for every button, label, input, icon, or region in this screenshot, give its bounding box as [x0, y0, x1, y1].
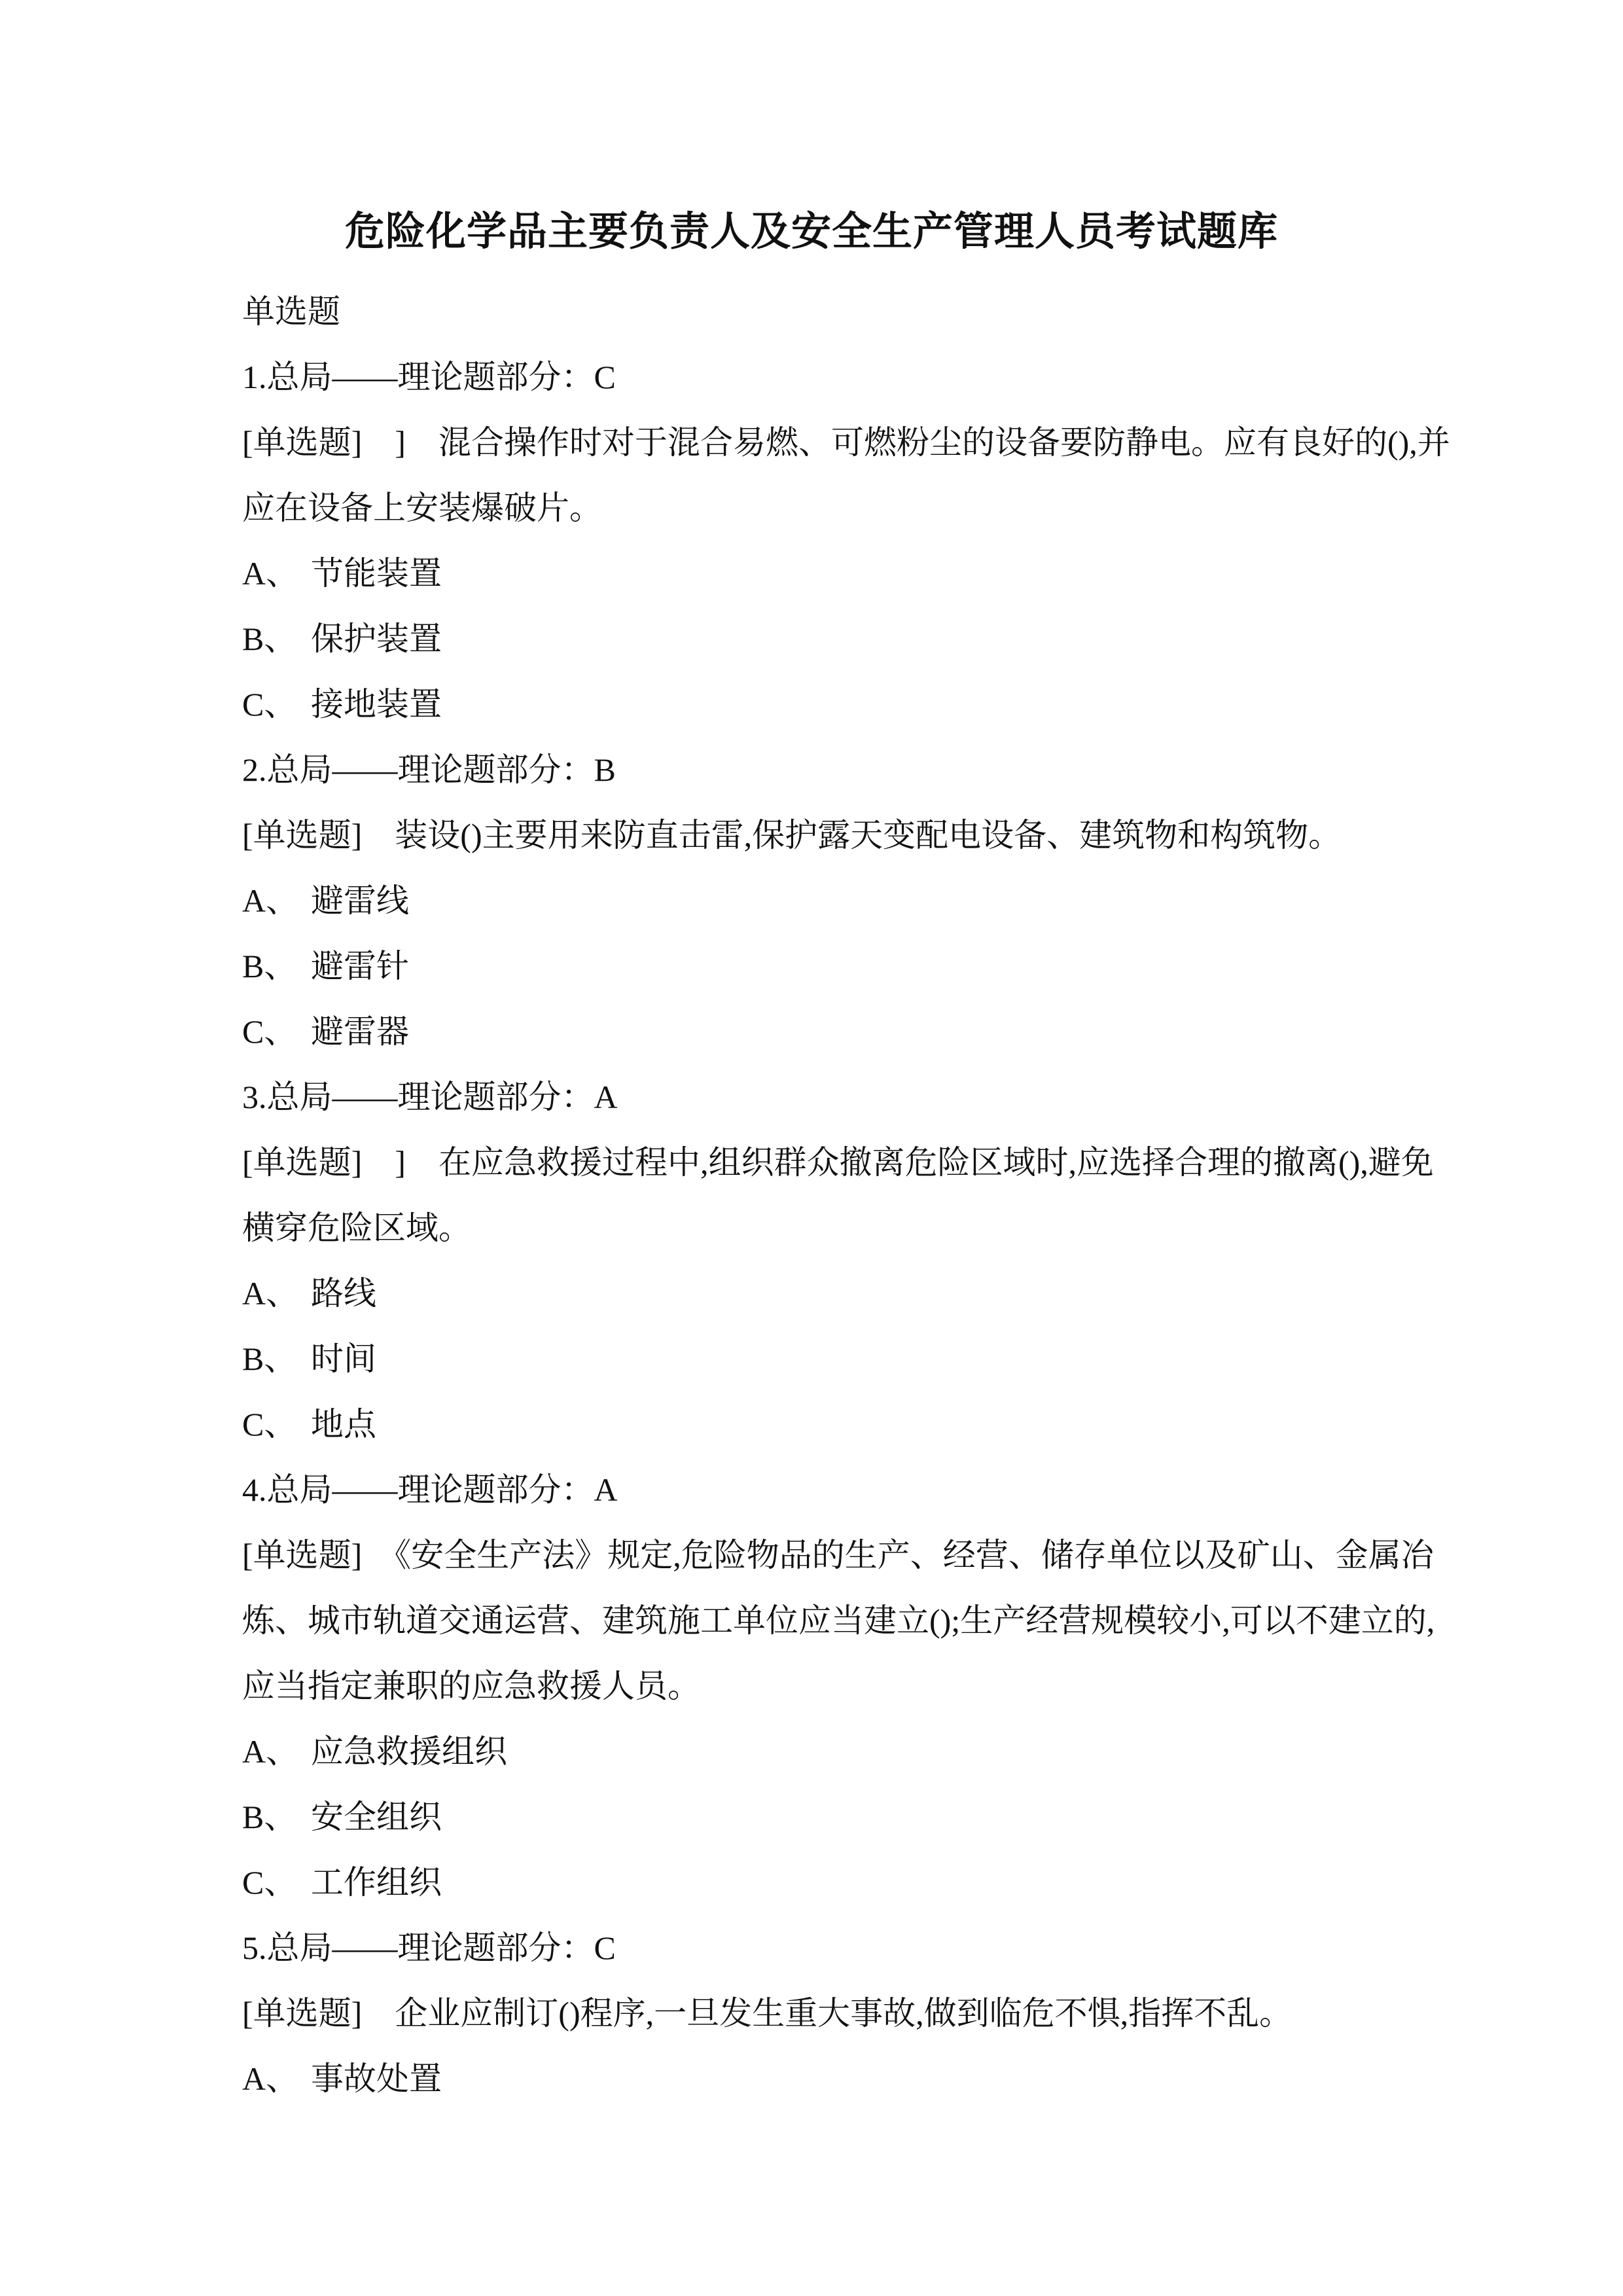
- option-line: [242, 1850, 1381, 1915]
- option-text: 接地装置: [311, 686, 442, 723]
- option-label: C、: [242, 1406, 297, 1443]
- option-label: C、: [242, 1864, 297, 1901]
- question-stem-line: [单选题] 企业应制订()程序,一旦发生重大事故,做到临危不惧,指挥不乱。: [242, 1995, 1293, 2032]
- question-stem-line: [单选题] 装设()主要用来防直击雷,保护露天变配电设备、建筑物和构筑物。: [242, 817, 1342, 853]
- option-line: [242, 1719, 1381, 1784]
- option-line: [242, 868, 1381, 933]
- section-heading: 单选题: [242, 293, 340, 330]
- document-body: [242, 279, 1450, 2111]
- option-label: A、: [242, 555, 299, 592]
- option-text: 路线: [311, 1275, 376, 1312]
- option-label: A、: [242, 1733, 299, 1770]
- question-block: [242, 1064, 1434, 1457]
- question-stem-line: [单选题] ] 混合操作时对于混合易燃、可燃粉尘的设备要防静电。应有良好的(),并: [242, 424, 1450, 461]
- question-block: [242, 1457, 1435, 1915]
- option-text: 保护装置: [311, 620, 442, 657]
- option-text: 节能装置: [311, 555, 442, 592]
- question-block: [242, 1915, 1381, 2111]
- option-text: 时间: [311, 1340, 376, 1377]
- option-label: A、: [242, 2060, 299, 2097]
- option-text: 工作组织: [311, 1864, 442, 1901]
- option-label: A、: [242, 1275, 299, 1312]
- option-label: B、: [242, 620, 297, 657]
- question-answer-line: 4.总局——理论题部分：A: [242, 1471, 618, 1508]
- option-line: [242, 999, 1381, 1064]
- option-line: [242, 541, 1381, 606]
- document-title: 危险化学品主要负责人及安全生产管理人员考试题库: [344, 210, 1278, 254]
- option-text: 避雷器: [311, 1013, 409, 1050]
- option-label: C、: [242, 1013, 297, 1050]
- question-stem-line: [单选题] 《安全生产法》规定,危险物品的生产、经营、储存单位以及矿山、金属冶: [242, 1537, 1434, 1573]
- option-line: [242, 672, 1381, 737]
- question-stem-line: 应当指定兼职的应急救援人员。: [242, 1668, 700, 1704]
- question-list: [242, 344, 1450, 2111]
- option-text: 地点: [311, 1406, 376, 1443]
- option-line: [242, 933, 1381, 999]
- option-label: C、: [242, 686, 297, 723]
- question-block: [242, 737, 1381, 1064]
- option-text: 避雷线: [311, 882, 409, 919]
- option-text: 避雷针: [311, 948, 409, 984]
- question-stem-line: 应在设备上安装爆破片。: [242, 490, 602, 526]
- question-stem-line: 横穿危险区域。: [242, 1210, 471, 1246]
- question-stem-line: 炼、城市轨道交通运营、建筑施工单位应当建立();生产经营规模较小,可以不建立的,: [242, 1602, 1435, 1639]
- option-line: [242, 1326, 1381, 1391]
- option-label: B、: [242, 1799, 297, 1835]
- question-answer-line: 3.总局——理论题部分：A: [242, 1079, 618, 1115]
- option-label: B、: [242, 1340, 297, 1377]
- option-line: [242, 1784, 1381, 1850]
- option-text: 事故处置: [311, 2060, 442, 2097]
- question-answer-line: 5.总局——理论题部分：C: [242, 1929, 616, 1966]
- option-line: [242, 1391, 1381, 1457]
- option-line: [242, 606, 1381, 672]
- option-text: 安全组织: [311, 1799, 442, 1835]
- question-stem-line: [单选题] ] 在应急救援过程中,组织群众撤离危险区域时,应选择合理的撤离(),避免: [242, 1144, 1434, 1181]
- question-block: [242, 344, 1450, 737]
- option-label: B、: [242, 948, 297, 984]
- option-label: A、: [242, 882, 299, 919]
- option-text: 应急救援组织: [311, 1733, 507, 1770]
- option-line: [242, 1261, 1381, 1326]
- question-answer-line: 1.总局——理论题部分：C: [242, 359, 616, 395]
- option-line: [242, 2046, 1381, 2111]
- question-answer-line: 2.总局——理论题部分：B: [242, 751, 616, 788]
